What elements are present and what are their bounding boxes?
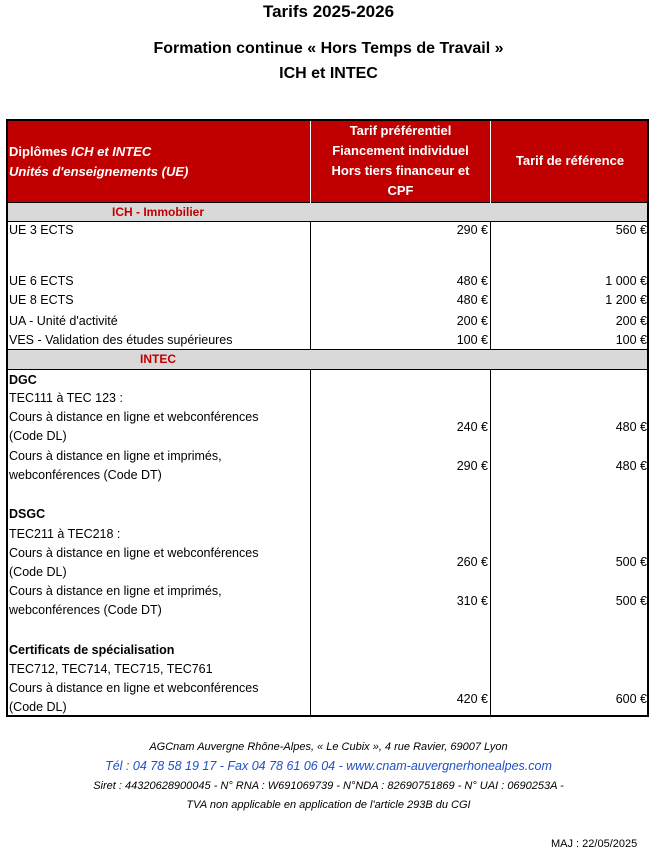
row-label: UE 3 ECTS <box>9 223 74 237</box>
row-ref-price: 1 000 € <box>605 274 647 288</box>
page-subtitle-programs: ICH et INTEC <box>279 65 378 82</box>
row-ref-price: 480 € <box>615 420 647 434</box>
row-ref-price: 200 € <box>615 314 647 328</box>
row-label: UE 8 ECTS <box>9 293 74 307</box>
row-label: UA - Unité d'activité <box>9 314 118 328</box>
section-ich-label: ICH - Immobilier <box>111 205 204 219</box>
row-ref-price: 480 € <box>615 459 647 473</box>
row-pref-price: 290 € <box>456 223 488 237</box>
group-name-dgc: DGC <box>9 373 37 387</box>
footer-address: AGCnam Auvergne Rhône-Alpes, « Le Cubix », 4 rue Ravier, 69007 Lyon <box>149 741 508 753</box>
row-ref-price: 500 € <box>615 594 647 608</box>
group-name-certificates: Certificats de spécialisation <box>9 643 175 657</box>
row-label: VES - Validation des études supérieures <box>9 333 233 347</box>
row-pref-price: 260 € <box>456 555 488 569</box>
footer-tva: TVA non applicable en application de l'article 293B du CGI <box>186 799 471 811</box>
row-pref-price: 240 € <box>456 420 488 434</box>
page-title: Tarifs 2025-2026 <box>262 2 395 21</box>
row-ref-price: 560 € <box>615 223 647 237</box>
row-label-code: (Code DL) <box>9 700 67 714</box>
row-label: UE 6 ECTS <box>9 274 74 288</box>
group-name-dsgc: DSGC <box>9 507 46 521</box>
row-ref-price: 1 200 € <box>605 293 647 307</box>
row-label-code: webconférences (Code DT) <box>9 603 162 617</box>
row-pref-price: 310 € <box>456 594 488 608</box>
section-intec-label: INTEC <box>140 352 176 366</box>
row-label: Cours à distance en ligne et webconférences <box>9 546 259 560</box>
row-ref-price: 600 € <box>615 692 647 706</box>
header-preferential-rate: Tarif préférentiel Fiancement individuel Hors tiers financeur et CPF <box>331 123 470 198</box>
row-ref-price: 500 € <box>615 555 647 569</box>
row-pref-price: 200 € <box>456 314 488 328</box>
row-label-code: webconférences (Code DT) <box>9 468 162 482</box>
row-pref-price: 100 € <box>456 333 488 347</box>
update-date: MAJ : 22/05/2025 <box>551 838 638 850</box>
row-label-code: (Code DL) <box>9 429 67 443</box>
group-codes-dgc: TEC111 à TEC 123 : <box>9 391 123 405</box>
footer-ids: Siret : 44320628900045 - N° RNA : W691069739 - N°NDA : 82690751869 - N° UAI : 0690253A - <box>93 780 564 792</box>
row-label: Cours à distance en ligne et webconférences <box>9 681 259 695</box>
row-label: Cours à distance en ligne et imprimés, <box>9 584 222 598</box>
row-pref-price: 480 € <box>456 293 488 307</box>
row-label: Cours à distance en ligne et webconférences <box>9 410 259 424</box>
row-pref-price: 480 € <box>456 274 488 288</box>
page-subtitle: Formation continue « Hors Temps de Travail » <box>153 40 504 57</box>
header-reference-rate: Tarif de référence <box>515 153 625 168</box>
group-codes-dsgc: TEC211 à TEC218 : <box>9 527 121 541</box>
row-label-code: (Code DL) <box>9 565 67 579</box>
row-ref-price: 100 € <box>615 333 647 347</box>
header-diplomas: Diplômes ICH et INTEC Unités d'enseignements (UE) <box>9 144 189 179</box>
group-codes-certificates: TEC712, TEC714, TEC715, TEC761 <box>9 662 213 676</box>
row-label: Cours à distance en ligne et imprimés, <box>9 449 222 463</box>
row-pref-price: 420 € <box>456 692 488 706</box>
footer-contact-link[interactable]: Tél : 04 78 58 19 17 - Fax 04 78 61 06 04 - www.cnam-auvergnerhonealpes.com <box>105 759 552 773</box>
row-pref-price: 290 € <box>456 459 488 473</box>
